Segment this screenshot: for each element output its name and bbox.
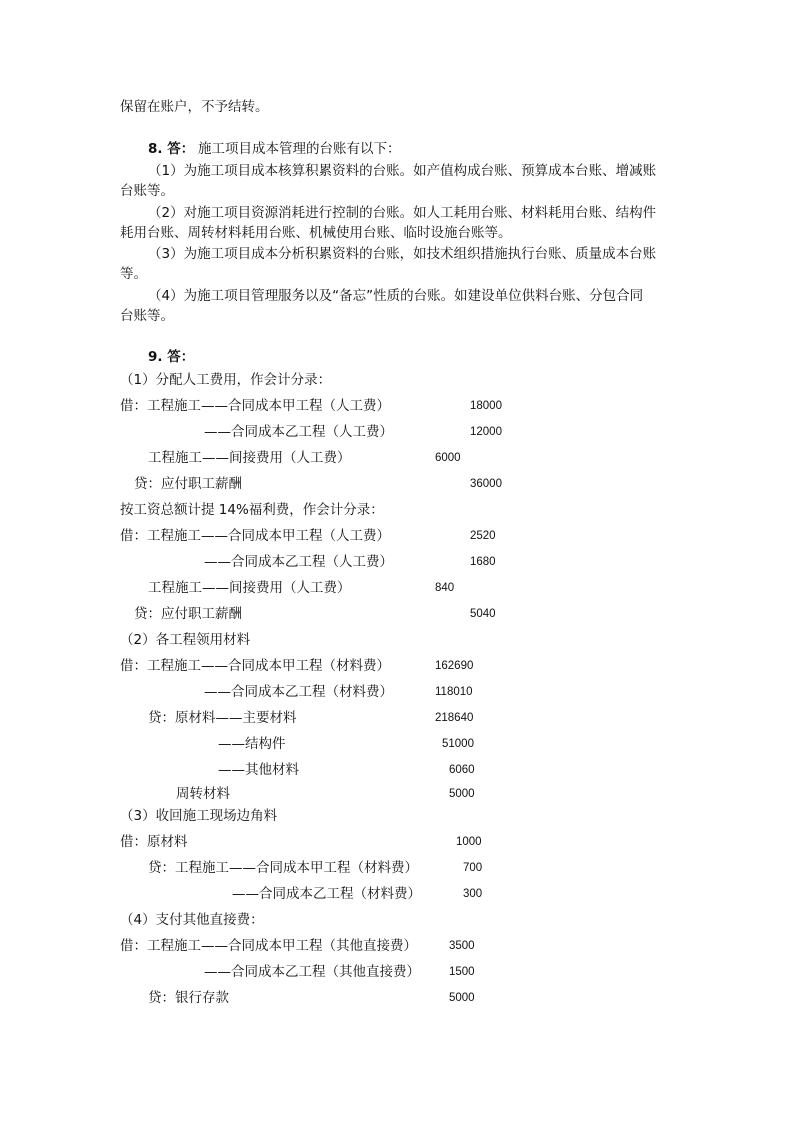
entry-text: 贷：工程施工——合同成本甲工程（材料费） [148, 860, 418, 876]
q9-heading: 9. 答： [148, 349, 195, 365]
q8-item-2-line2: 耗用台账、周转材料耗用台账、机械使用台账、临时设施台账等。 [120, 225, 512, 241]
entry-text: （2）各工程领用材料 [120, 632, 251, 648]
q8-lead: 施工项目成本管理的台账有以下： [198, 141, 401, 157]
entry-text: 贷：应付职工薪酬 [134, 606, 242, 622]
entry-amount: 36000 [470, 478, 502, 490]
entry-text: 周转材料 [176, 786, 230, 802]
entry-amount: 5000 [449, 788, 475, 800]
entry-text: （1）分配人工费用，作会计分录： [120, 372, 332, 388]
entry-text: 工程施工——间接费用（人工费） [148, 580, 351, 596]
entry-amount: 18000 [470, 400, 502, 412]
entry-amount: 300 [463, 888, 483, 900]
entry-text: 借：工程施工——合同成本甲工程（人工费） [120, 528, 390, 544]
q8-item-4-line2: 台账等。 [120, 308, 174, 324]
entry-amount: 700 [463, 862, 483, 874]
entry-amount: 12000 [470, 426, 502, 438]
entry-text: ——其他材料 [218, 762, 299, 778]
entry-text: 借：工程施工——合同成本甲工程（材料费） [120, 658, 390, 674]
q8-item-1-line2: 台账等。 [120, 183, 174, 199]
entry-text: （4）支付其他直接费： [120, 912, 264, 928]
entry-amount: 118010 [435, 686, 473, 698]
entry-amount: 6000 [435, 452, 461, 464]
entry-text: 借：工程施工——合同成本甲工程（其他直接费） [120, 938, 417, 954]
entry-text: ——结构件 [218, 736, 286, 752]
q8-item-3-line2: 等。 [120, 266, 147, 282]
q8-item-3-line1: （3）为施工项目成本分析积累资料的台账，如技术组织措施执行台账、质量成本台账 [148, 246, 657, 262]
entry-amount: 1000 [456, 836, 482, 848]
entry-text: （3）收回施工现场边角料 [120, 808, 278, 824]
entry-amount: 1500 [449, 966, 475, 978]
entry-amount: 5000 [449, 992, 475, 1004]
intro-line: 保留在账户，不予结转。 [120, 99, 269, 115]
entry-text: ——合同成本乙工程（人工费） [204, 554, 393, 570]
entry-amount: 162690 [435, 660, 474, 672]
entry-text: ——合同成本乙工程（其他直接费） [204, 964, 420, 980]
entry-text: 工程施工——间接费用（人工费） [148, 450, 351, 466]
q8-heading: 8. 答： [148, 141, 195, 157]
entry-amount: 2520 [470, 530, 496, 542]
entry-text: 贷：银行存款 [148, 990, 229, 1006]
entry-text: 按工资总额计提 14%福利费，作会计分录： [120, 502, 384, 518]
entry-amount: 840 [435, 582, 455, 594]
entry-text: ——合同成本乙工程（材料费） [232, 886, 421, 902]
entry-text: 贷：应付职工薪酬 [134, 476, 242, 492]
q8-item-4-line1: （4）为施工项目管理服务以及“备忘”性质的台账。如建设单位供料台账、分包合同 [148, 288, 644, 304]
q8-item-1-line1: （1）为施工项目成本核算积累资料的台账。如产值构成台账、预算成本台账、增减账 [148, 163, 657, 179]
entry-amount: 218640 [435, 712, 474, 724]
entry-amount: 5040 [470, 608, 496, 620]
entry-text: 借：工程施工——合同成本甲工程（人工费） [120, 398, 390, 414]
q8-item-2-line1: （2）对施工项目资源消耗进行控制的台账。如人工耗用台账、材料耗用台账、结构件 [148, 205, 657, 221]
entry-text: 贷：原材料——主要材料 [148, 710, 297, 726]
entry-text: 借：原材料 [120, 834, 188, 850]
entry-amount: 3500 [449, 940, 475, 952]
entry-amount: 1680 [470, 556, 496, 568]
entry-text: ——合同成本乙工程（人工费） [204, 424, 393, 440]
entry-text: ——合同成本乙工程（材料费） [204, 684, 393, 700]
entry-amount: 51000 [442, 738, 474, 750]
entry-amount: 6060 [449, 764, 475, 776]
